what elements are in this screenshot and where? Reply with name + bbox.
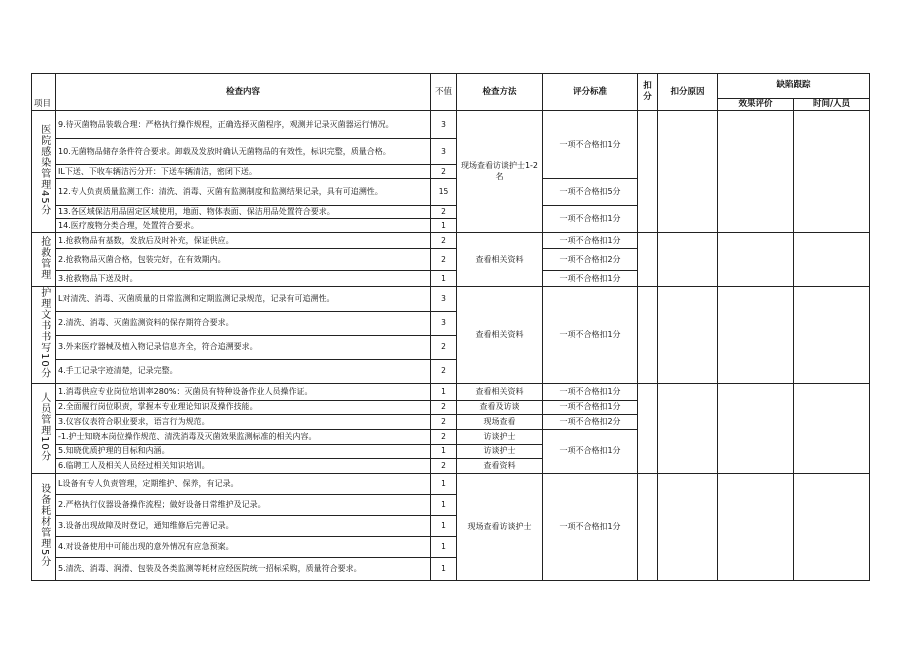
scoring-criteria: 一项不合格扣1分	[543, 111, 638, 179]
category-cell	[32, 111, 56, 233]
check-method: 访谈护士	[457, 430, 543, 445]
reason-cell[interactable]	[658, 111, 718, 233]
inspection-table	[31, 73, 870, 581]
time-person-cell[interactable]	[794, 233, 870, 287]
header-criteria: 评分标准	[543, 74, 638, 111]
item-text: 2.清洗、消毒、灭菌监测资料的保存期符合要求。	[56, 311, 431, 335]
check-method: 查看相关资料	[457, 233, 543, 287]
deduct-cell[interactable]	[638, 474, 658, 581]
item-score: 1	[431, 558, 457, 581]
reason-cell[interactable]	[658, 233, 718, 287]
item-score: 1	[431, 384, 457, 401]
header-score: 不值	[431, 74, 457, 111]
item-text: IL下送、下收车辆洁污分开：下送车辆清洁，密闭下送。	[56, 165, 431, 179]
check-method: 查看相关资料	[457, 384, 543, 401]
header-method: 检查方法	[457, 74, 543, 111]
item-text: 13.各区域保洁用品固定区域使用，地面、物体表面、保洁用品处置符合要求。	[56, 206, 431, 219]
check-method: 现场查看	[457, 415, 543, 430]
item-score: 2	[431, 430, 457, 445]
time-person-cell[interactable]	[794, 111, 870, 233]
check-method: 查看资料	[457, 459, 543, 474]
category-cell	[32, 287, 56, 384]
deduct-cell[interactable]	[638, 233, 658, 287]
item-text: 2.抢救物品灭菌合格，包装完好，在有效期内。	[56, 249, 431, 271]
item-score: 2	[431, 233, 457, 249]
item-score: 1	[431, 271, 457, 287]
item-text: 5.知晓优质护理的目标和内涵。	[56, 445, 431, 459]
item-text: 4.手工记录字迹清楚，记录完整。	[56, 359, 431, 383]
item-score: 1	[431, 516, 457, 537]
scoring-criteria: 一项不合格扣1分	[543, 233, 638, 249]
header-effect: 效果评价	[718, 99, 794, 111]
item-text: 3.抢救物品下送及时。	[56, 271, 431, 287]
item-text: 12.专人负责质量监测工作：清洗、消毒、灭菌有监测制度和监测结果记录，具有可追溯性。	[56, 179, 431, 206]
time-person-cell[interactable]	[794, 474, 870, 581]
category-label: 设备耗材管理5分	[38, 482, 50, 568]
item-text: 2.全面履行岗位职责，掌握本专业理论知识及操作技能。	[56, 401, 431, 415]
item-text: 1.抢救物品有基数，发放后及时补充，保证供应。	[56, 233, 431, 249]
scoring-criteria: 一项不合格扣1分	[543, 271, 638, 287]
category-label: 医院感染管理45分	[38, 124, 50, 216]
header-defect-tracking: 缺陷跟踪	[718, 74, 870, 99]
category-label: 护理文书书写10分	[38, 287, 50, 380]
item-text: 1.消毒供应专业岗位培训率280%：灭菌员有特种设备作业人员操作证。	[56, 384, 431, 401]
item-text: 10.无菌物品储存条件符合要求。卸载及发放时确认无菌物品的有效性，标识完整，质量合格。	[56, 139, 431, 165]
deduct-cell[interactable]	[638, 287, 658, 384]
item-text: 2.严格执行仪器设备操作流程；做好设备日常维护及记录。	[56, 495, 431, 516]
item-text: 6.临聘工人及相关人员经过相关知识培训。	[56, 459, 431, 474]
reason-cell[interactable]	[658, 287, 718, 384]
check-method: 访谈护士	[457, 445, 543, 459]
effect-cell[interactable]	[718, 111, 794, 233]
item-score: 3	[431, 311, 457, 335]
item-score: 3	[431, 139, 457, 165]
scoring-criteria: 一项不合格扣2分	[543, 415, 638, 430]
item-score: 3	[431, 287, 457, 311]
header-deduct: 扣分	[638, 74, 658, 111]
category-cell	[32, 384, 56, 474]
effect-cell[interactable]	[718, 474, 794, 581]
check-method: 查看相关资料	[457, 287, 543, 384]
item-text: 3.外来医疗器械及植入物记录信息齐全，符合追溯要求。	[56, 335, 431, 359]
scoring-criteria: 一项不合格扣1分	[543, 206, 638, 233]
header-content: 检查内容	[56, 74, 431, 111]
item-text: 4.对设备使用中可能出现的意外情况有应急预案。	[56, 537, 431, 558]
item-score: 1	[431, 537, 457, 558]
item-score: 2	[431, 165, 457, 179]
scoring-criteria: 一项不合格扣1分	[543, 384, 638, 401]
header-time-person: 时间/人员	[794, 99, 870, 111]
effect-cell[interactable]	[718, 384, 794, 474]
check-method: 现场查看访谈护士	[457, 474, 543, 581]
item-score: 15	[431, 179, 457, 206]
deduct-cell[interactable]	[638, 384, 658, 474]
item-score: 2	[431, 206, 457, 219]
category-cell	[32, 474, 56, 581]
item-score: 2	[431, 359, 457, 383]
effect-cell[interactable]	[718, 287, 794, 384]
category-cell	[32, 233, 56, 287]
item-score: 1	[431, 445, 457, 459]
scoring-criteria: 一项不合格扣1分	[543, 430, 638, 474]
item-score: 2	[431, 401, 457, 415]
item-text: L对清洗、消毒、灭菌质量的日常监测和定期监测记录规范，记录有可追溯性。	[56, 287, 431, 311]
item-text: L设备有专人负责管理，定期维护、保养，有记录。	[56, 474, 431, 495]
check-method: 查看及访谈	[457, 401, 543, 415]
item-score: 1	[431, 219, 457, 233]
item-text: 9.待灭菌物品装载合理：严格执行操作规程，正确选择灭菌程序，观测并记录灭菌器运行情况。	[56, 111, 431, 139]
item-score: 1	[431, 495, 457, 516]
scoring-criteria: 一项不合格扣5分	[543, 179, 638, 206]
effect-cell[interactable]	[718, 233, 794, 287]
reason-cell[interactable]	[658, 384, 718, 474]
check-method: 现场查看访谈护士1-2名	[457, 111, 543, 233]
header-project: 项目	[32, 74, 56, 111]
item-score: 2	[431, 335, 457, 359]
item-score: 1	[431, 474, 457, 495]
reason-cell[interactable]	[658, 474, 718, 581]
item-text: 5.清洗、消毒、润滑、包装及各类监测等耗材应经医院统一招标采购，质量符合要求。	[56, 558, 431, 581]
item-text: -1.护士知晓本岗位操作规范、清洗消毒及灭菌效果监测标准的相关内容。	[56, 430, 431, 445]
item-score: 2	[431, 415, 457, 430]
header-reason: 扣分原因	[658, 74, 718, 111]
item-text: 3.仪容仪表符合职业要求，语言行为规范。	[56, 415, 431, 430]
scoring-criteria: 一项不合格扣1分	[543, 401, 638, 415]
item-score: 2	[431, 459, 457, 474]
item-score: 2	[431, 249, 457, 271]
item-score: 3	[431, 111, 457, 139]
item-text: 14.医疗废物分类合理，处置符合要求。	[56, 219, 431, 233]
time-person-cell[interactable]	[794, 384, 870, 474]
time-person-cell[interactable]	[794, 287, 870, 384]
deduct-cell[interactable]	[638, 111, 658, 233]
item-text: 3.设备出现故障及时登记，通知维修后完善记录。	[56, 516, 431, 537]
scoring-criteria: 一项不合格扣1分	[543, 287, 638, 384]
scoring-criteria: 一项不合格扣1分	[543, 474, 638, 581]
category-label: 人员管理10分	[38, 391, 50, 462]
scoring-criteria: 一项不合格扣2分	[543, 249, 638, 271]
category-label: 抢救管理	[38, 236, 50, 281]
